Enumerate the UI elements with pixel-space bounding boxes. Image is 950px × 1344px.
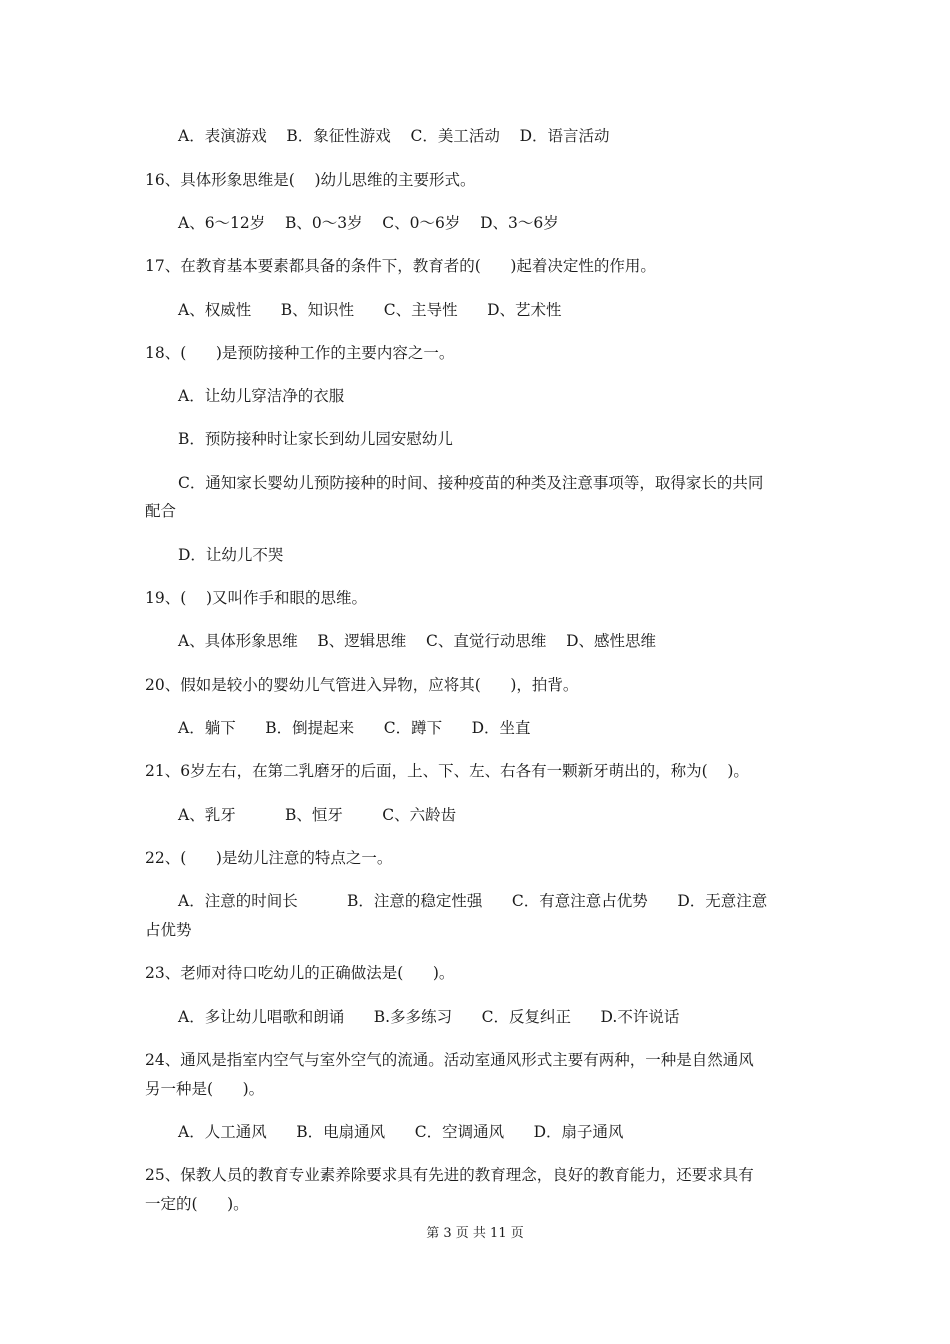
q18-option-a: A．让幼儿穿洁净的衣服 [178, 387, 345, 405]
q18-option-c-cont: 配合 [145, 502, 177, 520]
q22-options: A．注意的时间长 B．注意的稳定性强 C．有意注意占优势 D．无意注意 [178, 892, 768, 910]
page-number-footer: 第 3 页 共 11 页 [426, 1226, 524, 1241]
q25-stem: 25、保教人员的教育专业素养除要求具有先进的教育理念，良好的教育能力，还要求具有 [145, 1166, 754, 1184]
q17-stem: 17、在教育基本要素都具备的条件下，教育者的( )起着决定性的作用。 [145, 257, 656, 275]
q25-stem-cont: 一定的( )。 [145, 1195, 249, 1213]
q22-options-cont: 占优势 [145, 921, 192, 939]
q23-stem: 23、老师对待口吃幼儿的正确做法是( )。 [145, 964, 455, 982]
q19-stem: 19、( )又叫作手和眼的思维。 [145, 589, 368, 607]
q20-stem: 20、假如是较小的婴幼儿气管进入异物，应将其( )，拍背。 [145, 676, 579, 694]
q18-option-d: D．让幼儿不哭 [178, 546, 284, 564]
q21-stem: 21、6岁左右，在第二乳磨牙的后面，上、下、左、右各有一颗新牙萌出的，称为( )。 [145, 762, 749, 780]
q18-stem: 18、( )是预防接种工作的主要内容之一。 [145, 344, 455, 362]
q20-options: A．躺下 B．倒提起来 C．蹲下 D．坐直 [178, 719, 531, 737]
q23-options: A．多让幼儿唱歌和朗诵 B.多多练习 C．反复纠正 D.不许说话 [178, 1008, 680, 1026]
q19-options: A、具体形象思维 B、逻辑思维 C、直觉行动思维 D、感性思维 [178, 632, 656, 650]
q24-stem: 24、通风是指室内空气与室外空气的流通。活动室通风形式主要有两种，一种是自然通风 [145, 1051, 754, 1069]
q24-stem-cont: 另一种是( )。 [145, 1080, 265, 1098]
q17-options: A、权威性 B、知识性 C、主导性 D、艺术性 [178, 301, 562, 319]
q22-stem: 22、( )是幼儿注意的特点之一。 [145, 849, 393, 867]
q16-stem: 16、具体形象思维是( )幼儿思维的主要形式。 [145, 171, 476, 189]
q16-options: A、6～12岁 B、0～3岁 C、0～6岁 D、3～6岁 [178, 214, 559, 232]
q18-option-c: C．通知家长婴幼儿预防接种的时间、接种疫苗的种类及注意事项等，取得家长的共同 [178, 474, 764, 492]
q18-option-b: B．预防接种时让家长到幼儿园安慰幼儿 [178, 430, 453, 448]
q15-options: A．表演游戏 B．象征性游戏 C．美工活动 D．语言活动 [178, 127, 610, 145]
q24-options: A．人工通风 B．电扇通风 C．空调通风 D．扇子通风 [178, 1123, 624, 1141]
q21-options: A、乳牙 B、恒牙 C、六龄齿 [178, 806, 457, 824]
